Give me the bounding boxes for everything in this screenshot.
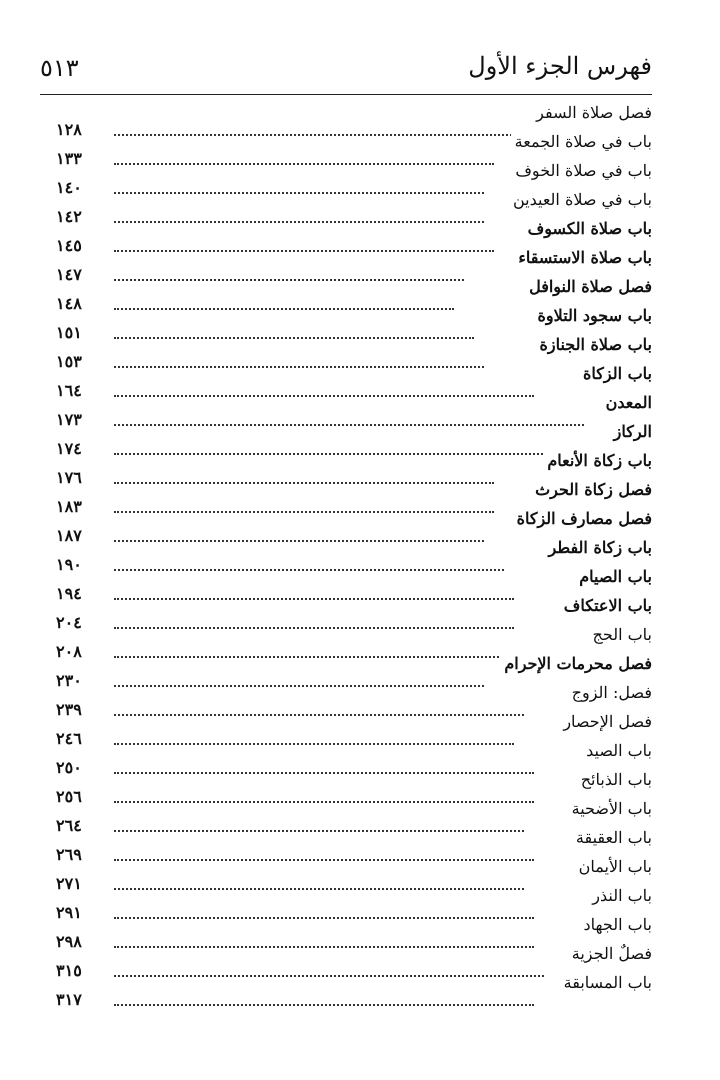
toc-entry-title: باب زكاة الفطر bbox=[545, 538, 653, 558]
toc-entry bbox=[56, 248, 652, 284]
toc-entry bbox=[56, 886, 652, 922]
toc-entry-page: ٢٣٩ bbox=[56, 700, 82, 719]
toc-entry-title: باب صلاة الاستسقاء bbox=[514, 248, 652, 268]
toc-entry-page: ١٥١ bbox=[56, 323, 82, 342]
toc-entry-title: باب النذر bbox=[588, 886, 652, 906]
toc-entry bbox=[56, 306, 652, 342]
toc-entry-page: ١٧٦ bbox=[56, 468, 82, 487]
toc-entry-page: ١٤٨ bbox=[56, 294, 82, 313]
toc-entry-page: ١٥٣ bbox=[56, 352, 82, 371]
toc-entry-page: ٣١٧ bbox=[56, 990, 82, 1009]
toc-entry-page: ٢٤٦ bbox=[56, 729, 82, 748]
toc-entry bbox=[56, 741, 652, 777]
header-divider bbox=[40, 94, 652, 95]
toc-entry bbox=[56, 799, 652, 835]
toc-entry-page: ٢٠٤ bbox=[56, 613, 82, 632]
toc-entry-page: ١٩٠ bbox=[56, 555, 82, 574]
toc-entry-title: باب الذبائح bbox=[577, 770, 652, 790]
toc-entry-title: باب الجهاد bbox=[580, 915, 653, 935]
toc-entry-title: باب الاعتكاف bbox=[560, 596, 652, 616]
toc-entry-title: المعدن bbox=[602, 393, 652, 413]
toc-entry-page: ٢٦٩ bbox=[56, 845, 82, 864]
toc-entry-title: باب في صلاة العيدين bbox=[509, 190, 652, 210]
toc-entry bbox=[56, 712, 652, 748]
toc-entry bbox=[56, 973, 652, 1009]
toc-entry bbox=[56, 422, 652, 458]
page-header bbox=[40, 52, 652, 92]
toc-entry-page: ٢٥٠ bbox=[56, 758, 82, 777]
toc-entry bbox=[56, 219, 652, 255]
toc-entry-title: باب صلاة الجنازة bbox=[535, 335, 652, 355]
toc-entry-page: ١٨٣ bbox=[56, 497, 82, 516]
toc-entry bbox=[56, 828, 652, 864]
toc-entry-page: ٢٣٠ bbox=[56, 671, 82, 690]
toc-entry-title: باب المسابقة bbox=[560, 973, 652, 993]
toc-entry-title: فصل محرمات الإحرام bbox=[500, 654, 652, 674]
toc-entry bbox=[56, 857, 652, 893]
toc-entry bbox=[56, 596, 652, 632]
toc-entry bbox=[56, 567, 652, 603]
toc-entry bbox=[56, 509, 652, 545]
dot-leader bbox=[114, 1000, 534, 1006]
toc-entry bbox=[56, 277, 652, 313]
toc-entry-title: باب العقيقة bbox=[572, 828, 652, 848]
toc-entry-page: ٢٦٤ bbox=[56, 816, 82, 835]
toc-entry bbox=[56, 654, 652, 690]
toc-entry-page: ١٦٤ bbox=[56, 381, 82, 400]
toc-entry bbox=[56, 944, 652, 980]
toc-entry-page: ١٩٤ bbox=[56, 584, 82, 603]
toc-entry bbox=[56, 683, 652, 719]
toc-entry-title: فصل زكاة الحرث bbox=[531, 480, 652, 500]
toc-entry-page: ١٧٣ bbox=[56, 410, 82, 429]
toc-entry bbox=[56, 770, 652, 806]
toc-entry-title: باب سجود التلاوة bbox=[534, 306, 652, 326]
toc-entry-page: ١٤٢ bbox=[56, 207, 82, 226]
toc-entry bbox=[56, 364, 652, 400]
toc-entry-title: باب الأضحية bbox=[568, 799, 652, 819]
toc-entry bbox=[56, 538, 652, 574]
toc-entry-page: ٢٧١ bbox=[56, 874, 82, 893]
toc-entry-title: باب الحج bbox=[589, 625, 652, 645]
toc-entry-title: فصل صلاة السفر bbox=[532, 103, 652, 123]
toc-entry bbox=[56, 451, 652, 487]
toc-entry-page: ١٢٨ bbox=[56, 120, 82, 139]
toc-entry-title: باب زكاة الأنعام bbox=[543, 451, 652, 471]
toc-entry-title: باب صلاة الكسوف bbox=[524, 219, 652, 239]
toc-entry-title: باب الأيمان bbox=[575, 857, 652, 877]
toc-entry-title: باب الصيام bbox=[575, 567, 652, 587]
toc-entry-title: فصلٌ الجزية bbox=[568, 944, 652, 964]
toc-entry-page: ١٧٤ bbox=[56, 439, 82, 458]
table-of-contents bbox=[56, 103, 652, 1009]
toc-entry bbox=[56, 190, 652, 226]
toc-entry-title: باب في صلاة الجمعة bbox=[511, 132, 652, 152]
toc-entry-page: ٢٠٨ bbox=[56, 642, 82, 661]
toc-entry-title: فصل صلاة النوافل bbox=[525, 277, 652, 297]
toc-entry-page: ١٤٥ bbox=[56, 236, 82, 255]
toc-entry-page: ١٨٧ bbox=[56, 526, 82, 545]
toc-entry-title: فصل الإحصار bbox=[559, 712, 652, 732]
toc-entry-page: ١٣٣ bbox=[56, 149, 82, 168]
toc-entry-title: باب في صلاة الخوف bbox=[511, 161, 652, 181]
toc-entry-title: باب الزكاة bbox=[579, 364, 652, 384]
toc-entry-page: ١٤٠ bbox=[56, 178, 82, 197]
toc-entry-page: ٢٩١ bbox=[56, 903, 82, 922]
toc-entry bbox=[56, 625, 652, 661]
toc-entry-page: ٢٩٨ bbox=[56, 932, 82, 951]
toc-entry-title: باب الصيد bbox=[582, 741, 652, 761]
toc-entry-page: ١٤٧ bbox=[56, 265, 82, 284]
toc-entry bbox=[56, 393, 652, 429]
toc-entry-title: فصل مصارف الزكاة bbox=[513, 509, 652, 529]
toc-entry bbox=[56, 132, 652, 168]
page-title: فهرس الجزء الأول bbox=[468, 52, 652, 80]
toc-entry-page: ٣١٥ bbox=[56, 961, 82, 980]
toc-entry bbox=[56, 103, 652, 139]
toc-entry bbox=[56, 335, 652, 371]
toc-entry-title: الركاز bbox=[610, 422, 652, 442]
toc-entry-page: ٢٥٦ bbox=[56, 787, 82, 806]
toc-entry bbox=[56, 161, 652, 197]
toc-entry bbox=[56, 480, 652, 516]
toc-entry bbox=[56, 915, 652, 951]
toc-entry-title: فصل: الزوج bbox=[568, 683, 652, 703]
page-number: ٥١٣ bbox=[40, 54, 79, 82]
